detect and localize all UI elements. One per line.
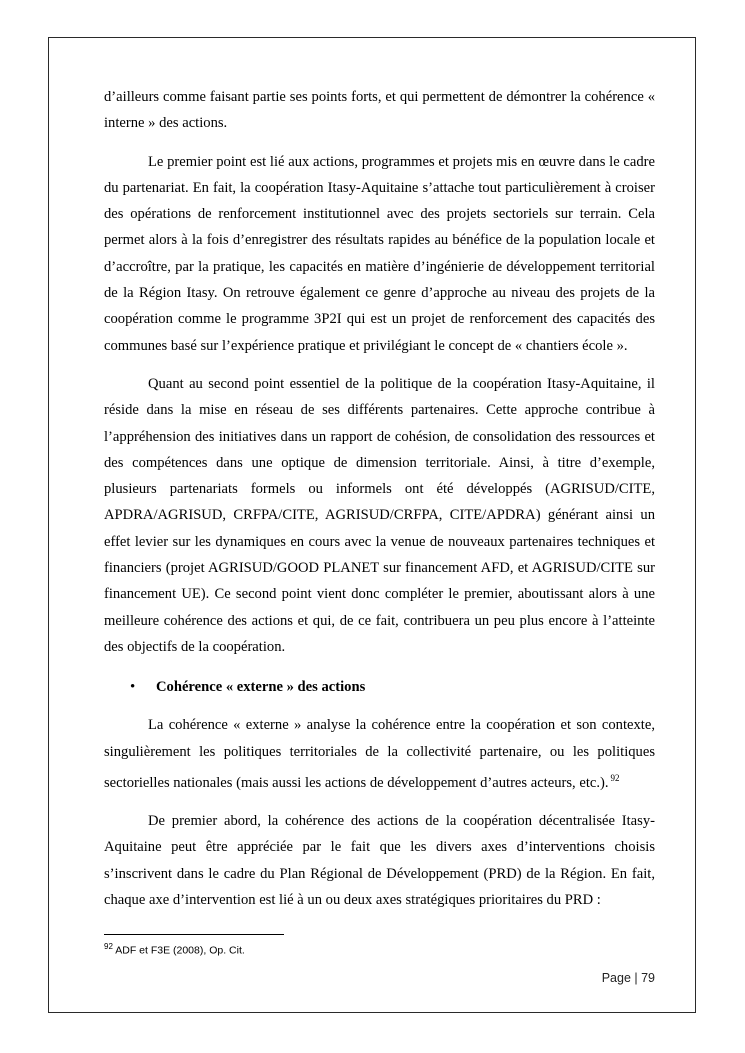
bullet-item-label: Cohérence « externe » des actions bbox=[156, 679, 366, 696]
paragraph-1: d’ailleurs comme faisant partie ses points forts, et qui permettent de démontrer la cohérence « interne » des actions. bbox=[104, 89, 655, 132]
paragraph-3: Quant au second point essentiel de la politique de la coopération Itasy-Aquitaine, il réside dans la mise en réseau de ses différents partenaires. Cette approche contribue à l’appréhension des initiatives dans un rapport de cohésion, de consolidation des ressources et des compétences dans une optique de dimension territoriale. Ainsi, à titre d’exemple, plusieurs partenariats formels ou informels ont été développés (AGRISUD/CITE, APDRA/AGRISUD, CRFPA/CITE, AGRISUD/CRFPA, CITE/APDRA) générant ainsi un effet levier sur les dynamiques en cours avec la venue de nouveaux partenaires techniques et financiers (projet AGRISUD/GOOD PLANET sur financement AFD, et AGRISUD/CITE sur financement UE). Ce second point vient donc compléter le premier, aboutissant alors à une meilleure cohérence des actions et qui, de ce fait, contribuera un peu plus encore à l’atteinte des objectifs de la coopération. bbox=[104, 375, 655, 655]
page-content bbox=[104, 84, 655, 913]
paragraph-5: De premier abord, la cohérence des actions de la coopération décentralisée Itasy-Aquitaine peut être appréciée par le fait que les divers axes d’interventions choisis s’inscrivent dans le cadre du Plan Régional de Développement (PRD) de la Région. En fait, chaque axe d’intervention est lié à un ou deux axes stratégiques prioritaires du PRD : bbox=[104, 812, 655, 908]
footnote-body: ADF et F3E (2008), Op. Cit. bbox=[112, 944, 245, 957]
footnote-number: 92 bbox=[104, 942, 113, 951]
paragraph-2: Le premier point est lié aux actions, programmes et projets mis en œuvre dans le cadre du partenariat. En fait, la coopération Itasy-Aquitaine s’attache tout particulièrement à croiser des opérations de renforcement institutionnel avec des projets sectoriels sur terrain. Cela permet alors à la fois d’enregistrer des résultats rapides au bénéfice de la population locale et d’accroître, par la pratique, les capacités en matière d’ingénierie de développement territorial de la Région Itasy. On retrouve également ce genre d’approche au niveau des projets de la coopération comme le programme 3P2I qui est un projet de renforcement des capacités des communes basé sur l’expérience pratique et privilégiant le concept de « chantiers école ». bbox=[104, 153, 655, 354]
page-number-label: Page | 79 bbox=[601, 971, 655, 985]
page-footer bbox=[104, 971, 655, 985]
bullet-marker-icon: • bbox=[130, 679, 136, 696]
bullet-list-item bbox=[104, 674, 655, 700]
footnote-separator bbox=[104, 934, 284, 935]
footnote-entry bbox=[104, 940, 655, 958]
paragraph-4-text: La cohérence « externe » analyse la cohérence entre la coopération et son contexte, singulièrement les politiques territoriales de la collectivité partenaire, ou les politiques sectorielles nationales (mais aussi les actions de développement d’autres acteurs, etc.). bbox=[104, 717, 655, 791]
footnote-reference-92: 92 bbox=[610, 772, 620, 783]
paragraph-4 bbox=[104, 712, 655, 796]
footnote-area bbox=[104, 934, 655, 958]
